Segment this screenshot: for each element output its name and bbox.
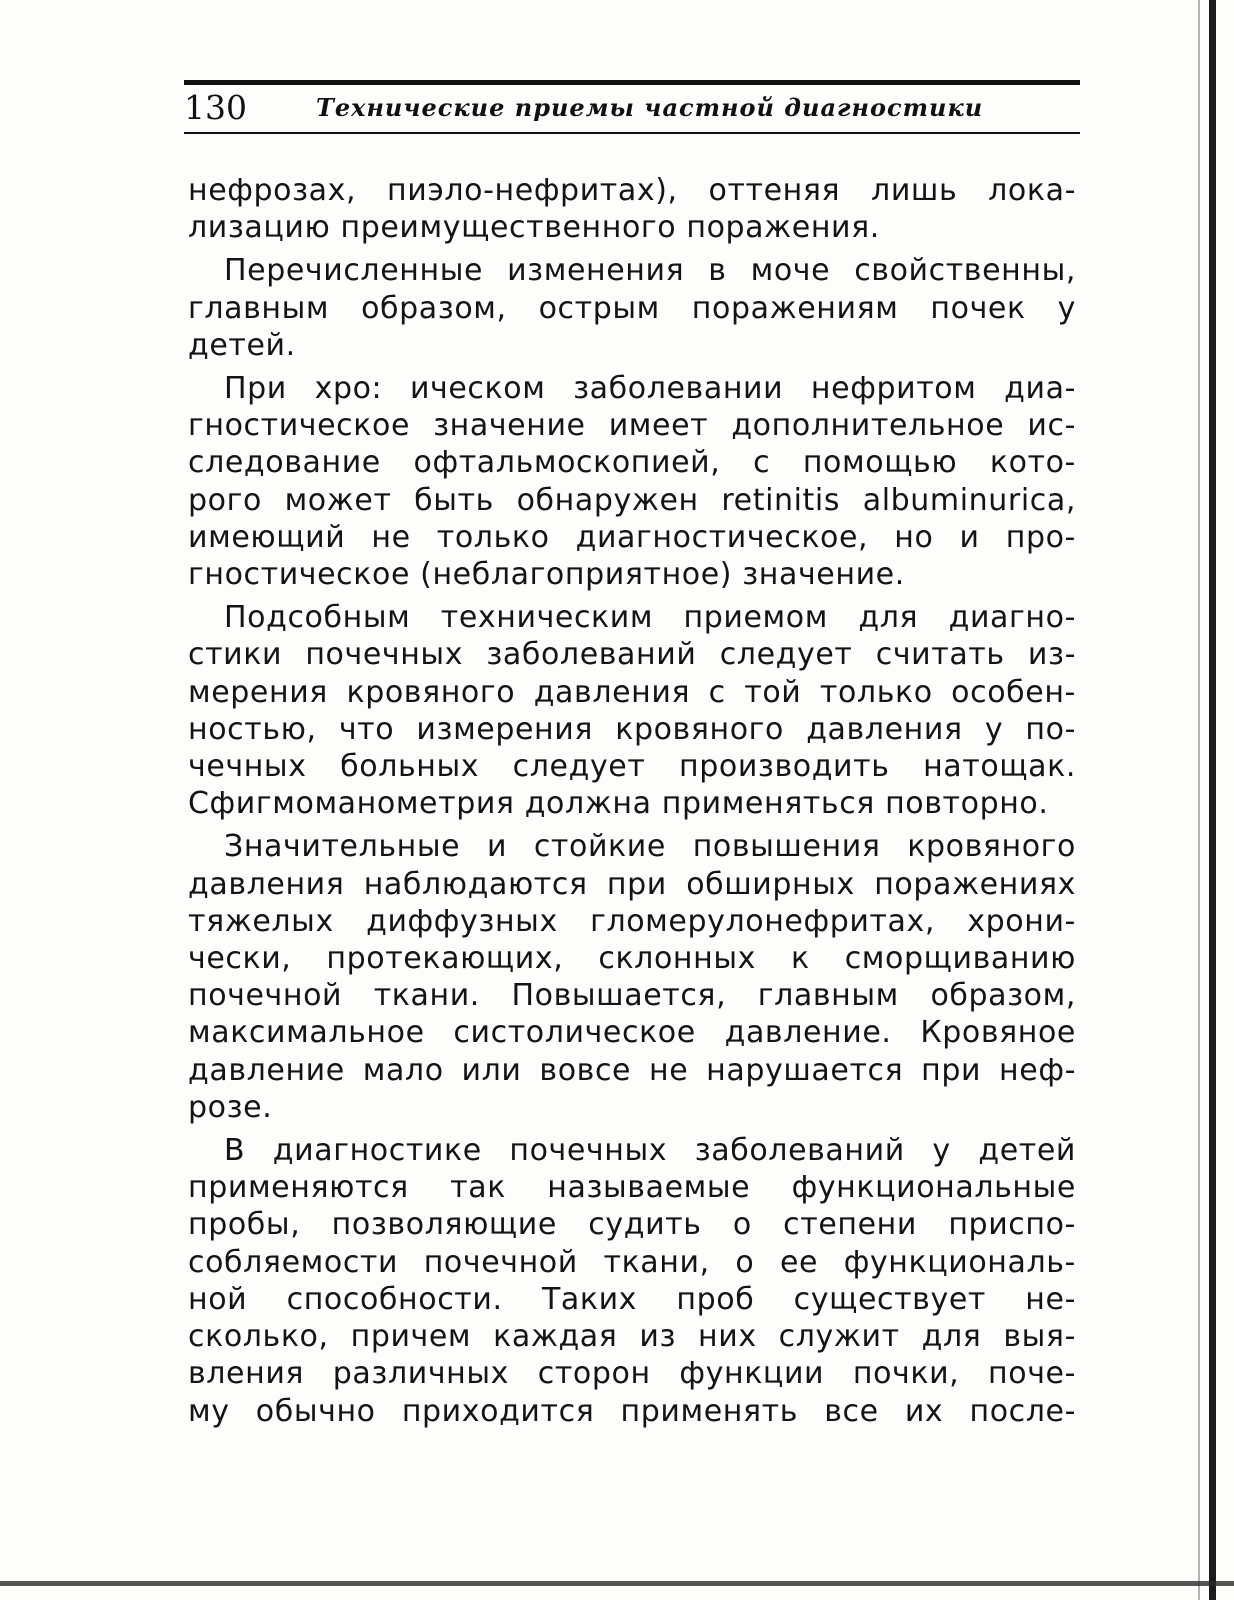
text-line: Подсобным техническим приемом для диагно-	[224, 600, 1076, 636]
text-line: чечных больных следует производить натощак.	[188, 749, 1076, 785]
text-line: ной способности. Таких проб существует не-	[188, 1281, 1076, 1317]
text-line: пробы, позволяющие судить о степени приспо-	[188, 1207, 1076, 1243]
text-line: почечной ткани. Повышается, главным образом,	[188, 978, 1076, 1014]
text-line: детей.	[188, 327, 296, 363]
text-line: гностическое (неблагоприятное) значение.	[188, 557, 905, 593]
text-line: чески, протекающих, склонных к сморщиванию	[188, 941, 1076, 977]
body-text	[188, 172, 1076, 1436]
text-line: Значительные и стойкие повышения кровяного	[224, 829, 1076, 865]
paragraph-4	[188, 599, 1076, 822]
header-rule-bottom	[184, 132, 1080, 134]
text-line: собляемости почечной ткани, о ее функциональ-	[188, 1244, 1076, 1280]
text-line: розе.	[188, 1089, 273, 1125]
text-line: максимальное систолическое давление. Кровяное	[188, 1015, 1076, 1051]
paragraph-6	[188, 1132, 1076, 1430]
paragraph-1	[188, 172, 1076, 246]
text-line: лизацию преимущественного поражения.	[188, 210, 880, 246]
text-line: давления наблюдаются при обширных поражениях	[188, 866, 1076, 902]
text-line: В диагностике почечных заболеваний у детей	[224, 1133, 1076, 1169]
text-line: мерения кровяного давления с той только особен-	[188, 674, 1076, 710]
page-bottom-edge	[0, 1581, 1234, 1586]
text-line: Сфигмоманометрия должна применяться повторно.	[188, 786, 1049, 822]
text-line: вления различных сторон функции почки, поче-	[188, 1356, 1076, 1392]
text-line: применяются так называемые функциональные	[188, 1170, 1076, 1206]
paragraph-2	[188, 252, 1076, 364]
text-line: сколько, причем каждая из них служит для выя-	[188, 1319, 1076, 1355]
text-line: гностическое значение имеет дополнительное ис-	[188, 408, 1076, 444]
text-line: имеющий не только диагностическое, но и про-	[188, 519, 1076, 555]
text-line: давление мало или вовсе не нарушается при неф-	[188, 1052, 1076, 1088]
header-rule-top	[184, 80, 1080, 85]
text-line: При хро: ическом заболевании нефритом диа-	[224, 371, 1076, 407]
paragraph-5	[188, 828, 1076, 1126]
paragraph-3	[188, 370, 1076, 593]
page-gutter-shadow	[1198, 0, 1200, 1600]
book-spine-edge	[1209, 0, 1216, 1600]
text-line: ностью, что измерения кровяного давления у по-	[188, 711, 1076, 747]
text-line: му обычно приходится применять все их после-	[188, 1393, 1076, 1429]
text-line: рого может быть обнаружен retinitis albuminurica,	[188, 482, 1076, 518]
running-title: Технические приемы частной диагностики	[316, 93, 984, 122]
text-line: Перечисленные изменения в моче свойственны,	[224, 253, 1076, 289]
page-number: 130	[184, 88, 247, 127]
text-line: нефрозах, пиэло-нефритах), оттеняя лишь лока-	[188, 173, 1076, 208]
text-line: следование офтальмоскопией, с помощью кото-	[188, 445, 1076, 481]
text-line: тяжелых диффузных гломерулонефритах, хрони-	[188, 903, 1076, 939]
text-line: главным образом, острым поражениям почек у	[188, 290, 1076, 326]
text-line: стики почечных заболеваний следует считать из-	[188, 637, 1076, 673]
